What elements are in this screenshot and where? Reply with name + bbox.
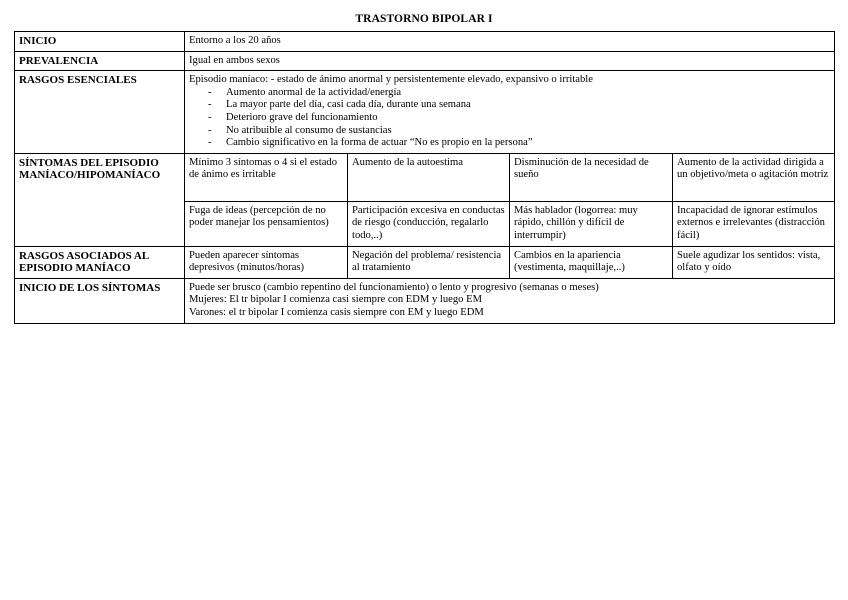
list-item: - No atribuible al consumo de sustancias [208,125,830,138]
inicio-line: Puede ser brusco (cambio repentino del funcionamiento) o lento y progresivo (semanas o meses) [189,281,599,293]
label-inicio: INICIO [15,32,185,52]
value-inicio: Entorno a los 20 años [185,32,835,52]
sintoma-cell: Aumento de la actividad dirigida a un objetivo/meta o agitación motriz [673,153,835,201]
sintoma-cell: Aumento de la autoestima [348,153,510,201]
rasgos-list [189,87,830,150]
list-item: - Deterioro grave del funcionamiento [208,112,830,125]
document-title: TRASTORNO BIPOLAR I [355,13,493,25]
label-sintomas-episodio: SÍNTOMAS DEL EPISODIO MANÍACO/HIPOMANÍACO [15,153,185,246]
asociado-cell: Cambios en la apariencia (vestimenta, maquillaje,..) [510,246,673,278]
label-rasgos-asociados: RASGOS ASOCIADOS AL EPISODIO MANÍACO [15,246,185,278]
inicio-line: Varones: el tr bipolar I comienza casis siempre con EM y luego EDM [189,306,484,318]
row-rasgos-esenciales [15,71,835,154]
inicio-line: Mujeres: El tr bipolar I comienza casi siempre con EDM y luego EM [189,294,483,306]
sintoma-cell: Mínimo 3 síntomas o 4 si el estado de ánimo es irritable [185,153,348,201]
list-item: - Cambio significativo en la forma de actuar “No es propio en la persona” [208,137,830,150]
sintoma-cell: Disminución de la necesidad de sueño [510,153,673,201]
sintoma-cell: Incapacidad de ignorar estímulos externos e irrelevantes (distracción fácil) [673,201,835,246]
row-prevalencia [15,51,835,71]
bipolar-table [14,31,835,324]
row-sintomas-1 [15,153,835,201]
value-rasgos-esenciales [185,71,835,154]
list-item: - Aumento anormal de la actividad/energía [208,87,830,100]
sintoma-cell: Participación excesiva en conductas de riesgo (conducción, regalarlo todo,..) [348,201,510,246]
sintoma-cell: Fuga de ideas (percepción de no poder manejar los pensamientos) [185,201,348,246]
row-inicio [15,32,835,52]
row-inicio-sintomas [15,278,835,323]
list-item: - La mayor parte del día, casi cada día, durante una semana [208,99,830,112]
rasgos-intro: Episodio maníaco: - estado de ánimo anormal y persistentemente elevado, expansivo o irritable [189,74,593,86]
label-rasgos-esenciales: RASGOS ESENCIALES [15,71,185,154]
asociado-cell: Suele agudizar los sentidos: vista, olfato y oído [673,246,835,278]
value-prevalencia: Igual en ambos sexos [185,51,835,71]
row-rasgos-asociados [15,246,835,278]
asociado-cell: Pueden aparecer síntomas depresivos (minutos/horas) [185,246,348,278]
asociado-cell: Negación del problema/ resistencia al tratamiento [348,246,510,278]
label-prevalencia: PREVALENCIA [15,51,185,71]
sintoma-cell: Más hablador (logorrea: muy rápido, chillón y difícil de interrumpir) [510,201,673,246]
label-inicio-sintomas: INICIO DE LOS SÍNTOMAS [15,278,185,323]
value-inicio-sintomas [185,278,835,323]
